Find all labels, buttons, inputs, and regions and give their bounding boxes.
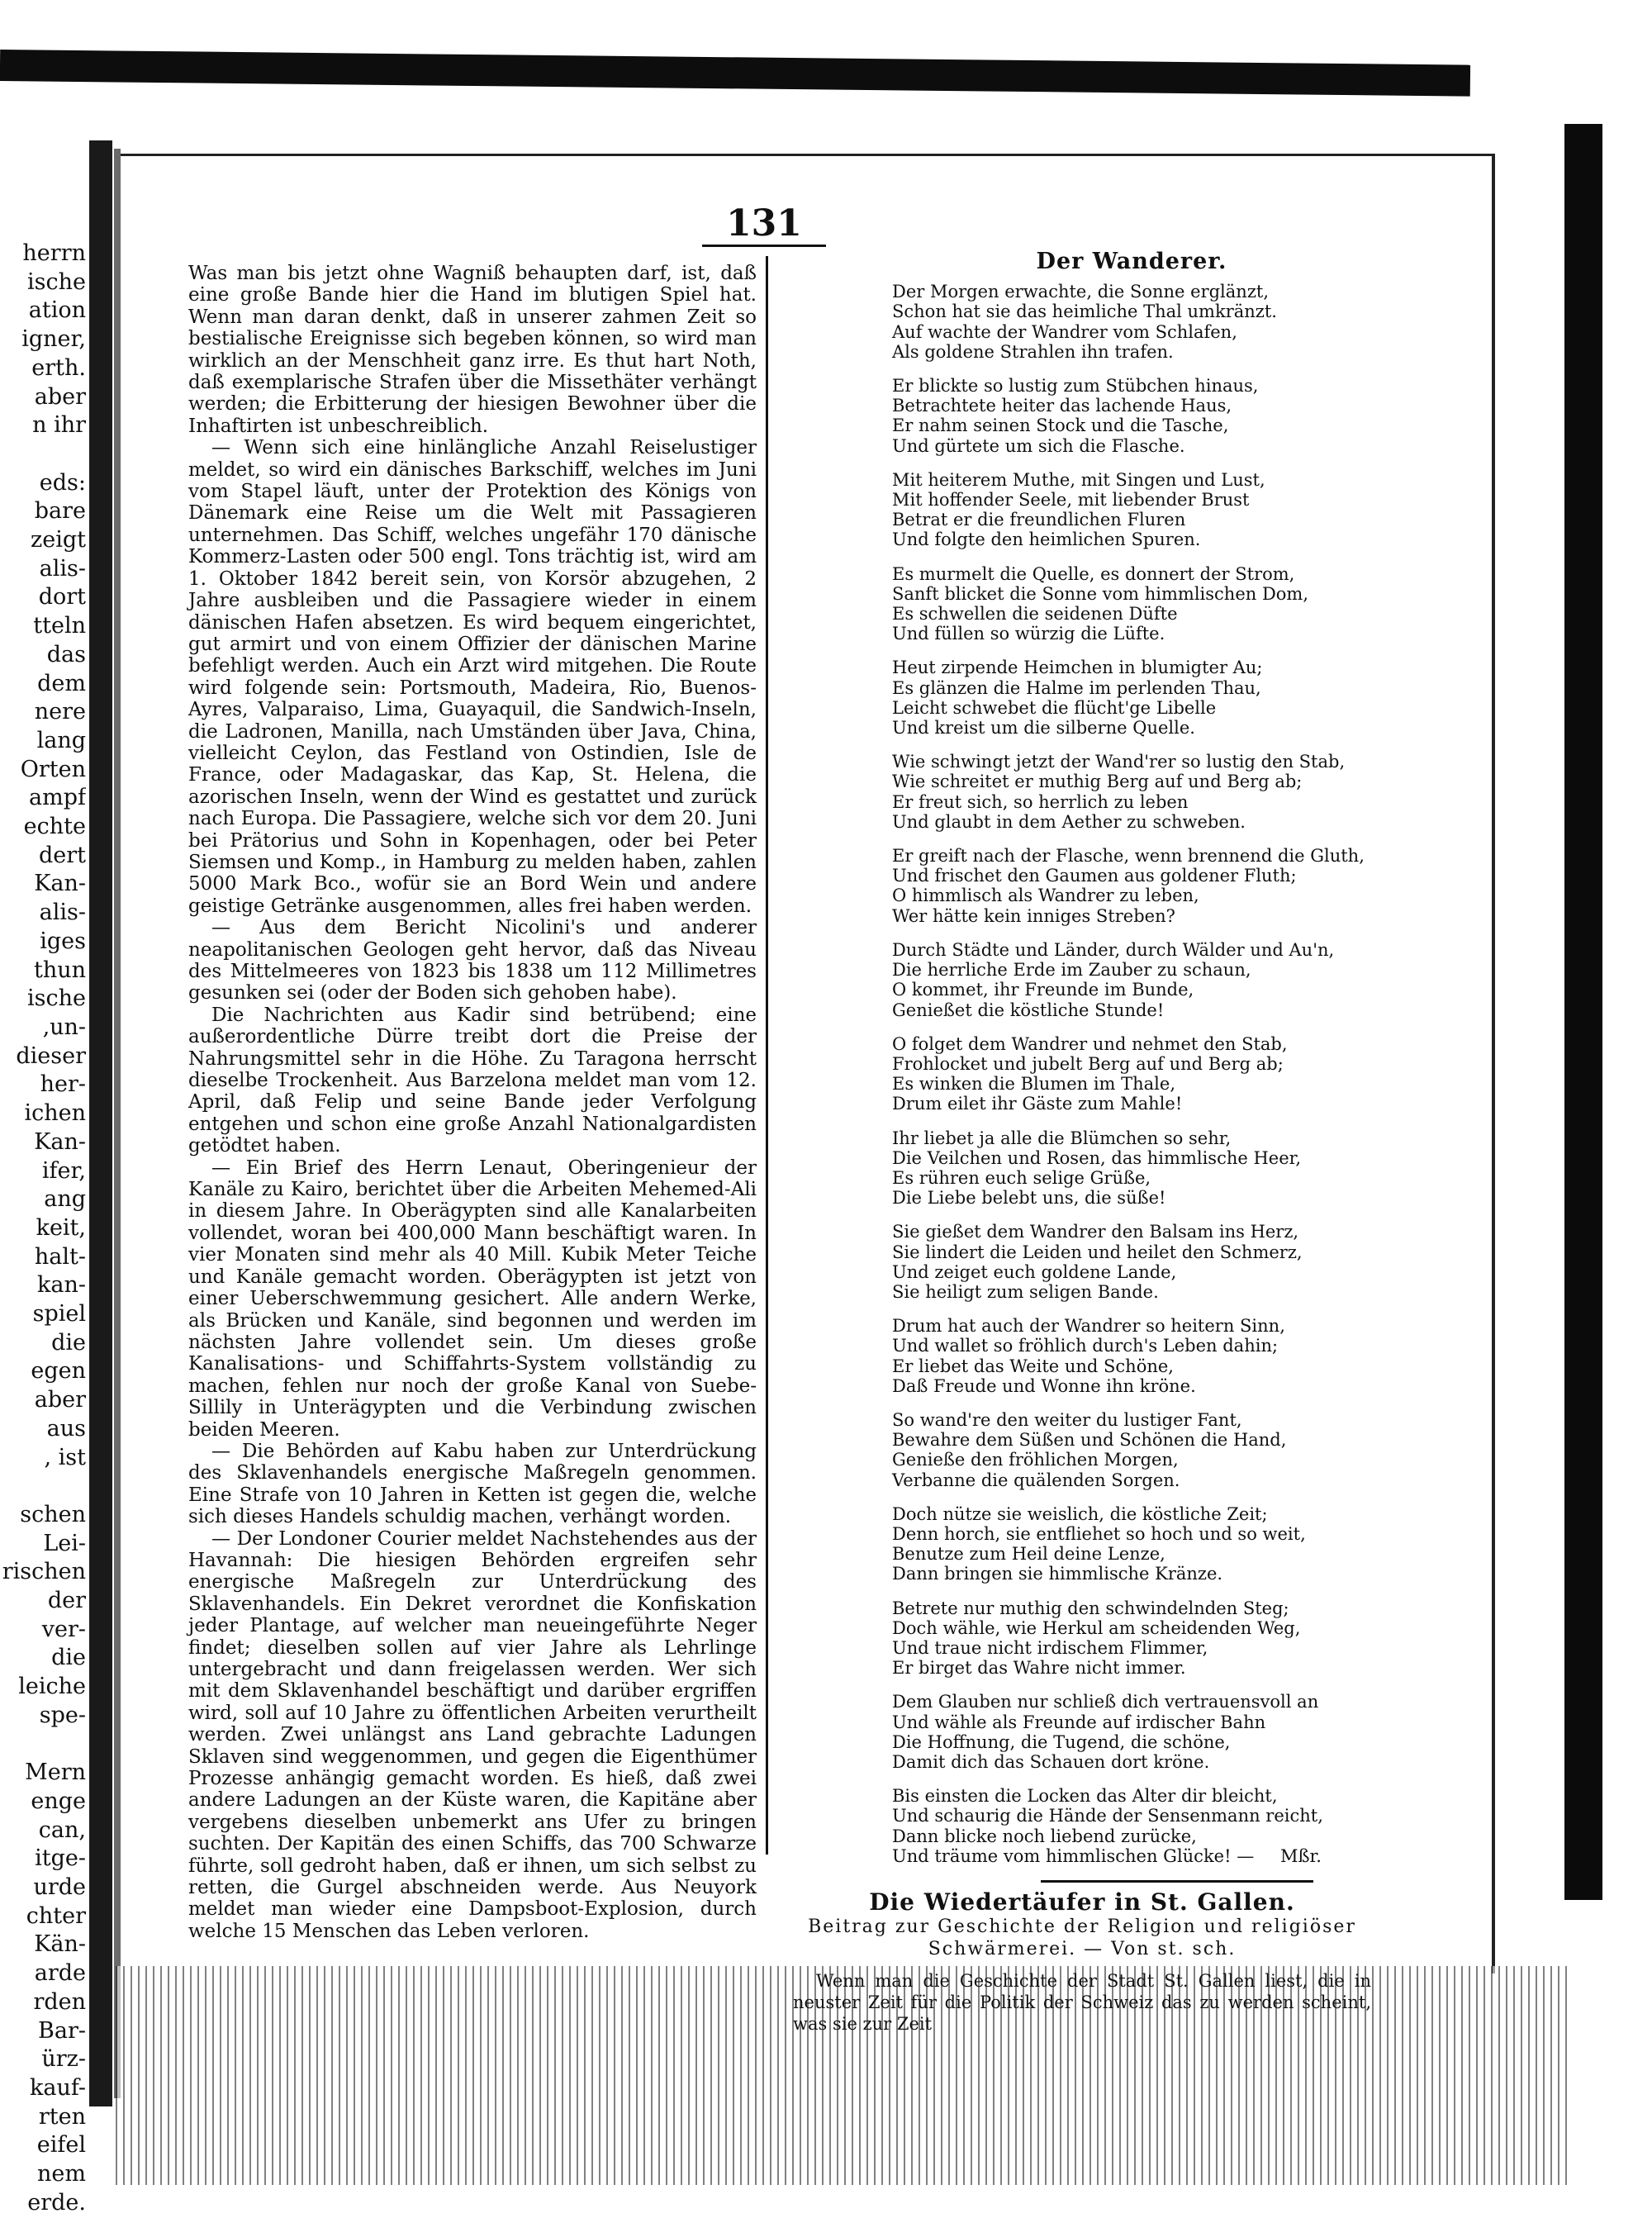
fragment-line: kan-: [37, 1272, 86, 1299]
fragment-line: dem: [37, 670, 86, 696]
section-separator: [1041, 1880, 1313, 1883]
fragment-line: Orten: [20, 756, 86, 782]
poem-line: Wie schreitet er muthig Berg auf und Berg ab;: [892, 772, 1303, 792]
poem-line: Wie schwingt jetzt der Wand'rer so lustig den Stab,: [892, 752, 1346, 772]
right-column: [793, 249, 1371, 2035]
fragment-line: tteln: [33, 613, 86, 639]
poem-line: Leicht schwebet die flücht'ge Libelle: [892, 697, 1217, 718]
page-number-rule: [702, 245, 826, 247]
fragment-line: alis-: [39, 900, 86, 926]
fragment-line: egen: [31, 1358, 86, 1384]
poem-line: Denn horch, sie entfliehet so hoch und so weit,: [892, 1523, 1306, 1544]
poem-line: Er birget das Wahre nicht immer.: [892, 1658, 1186, 1679]
poem-line: Genießet die köstliche Stunde!: [892, 1000, 1165, 1020]
fragment-line: lang: [36, 727, 86, 753]
fragment-line: Bar-: [38, 2017, 86, 2044]
poem-stanza: [892, 1598, 1371, 1679]
news-paragraph: — Wenn sich eine hinlängliche Anzahl Reiselustiger meldet, so wird ein dänisches Barkschiff, welches im Juni vom Stapel läuft, unter der Protektion des Königs von Dänemark eine Reise um die Welt mit Passagieren unternehmen. Das Schiff, welches ungefähr 170 dänische Kommerz-Lasten oder 500 engl. Tons trächtig ist, wird am 1. Oktober 1842 bereit sein, von Korsör abzugehen, 2 Jahre ausbleiben und die Passagiere wieder in einem dänischen Hafen absetzen. Es wird bequem eingerichtet, gut armirt und von einem Offizier der dänischen Marine befehligt werden. Auch ein Arzt wird mitgehen. Die Route wird folgende sein: Portsmouth, Madeira, Rio, Buenos-Ayres, Valparaiso, Lima, Guayaquil, die Sandwich-Inseln, die Ladronen, Manilla, nach Umständen über Java, China, vielleicht Ceylon, das Festland von Ostindien, Isle de France, oder Madagaskar, das Kap, St. Helena, die azorischen Inseln, wenn der Wind es gestattet und zurück nach Europa. Die Passagiere, welche sich vor dem 20. Juni bei Prätorius und Sohn in Kopenhagen, oder bei Peter Siemsen und Komp., in Hamburg zu melden haben, zahlen 5000 Mark Bco., wofür sie an Bord Wein und andere geistige Getränke ausgenommen, alles frei haben werden.: [188, 437, 757, 917]
left-page-fragment: [0, 240, 86, 2218]
page-right-edge-shadow: [1564, 124, 1602, 1900]
fragment-line: can,: [38, 1817, 86, 1843]
fragment-line: arde: [34, 1960, 86, 1987]
poem-line: Benutze zum Heil deine Lenze,: [892, 1544, 1165, 1565]
poem-line: Bis einsten die Locken das Alter dir bleicht,: [892, 1786, 1278, 1807]
fragment-line: , ist: [44, 1444, 86, 1470]
fragment-line: [0, 1731, 86, 1760]
poem-line: Auf wachte der Wandrer vom Schlafen,: [892, 321, 1237, 342]
subtitle-line: Beitrag zur Geschichte der Religion und religiöser: [808, 1916, 1356, 1938]
poem-line: Und folgte den heimlichen Spuren.: [892, 530, 1201, 550]
poem-stanza: [892, 658, 1371, 738]
poem-line: So wand're den weiter du lustiger Fant,: [892, 1409, 1242, 1430]
poem-line: Es schwellen die seidenen Düfte: [892, 604, 1178, 625]
poem-stanza: [892, 1504, 1371, 1584]
fragment-line: ‚un-: [42, 1014, 86, 1040]
fragment-line: herrn: [22, 240, 86, 266]
fragment-line: aber: [34, 383, 86, 410]
fragment-line: chter: [26, 1902, 86, 1929]
fragment-line: schen: [20, 1501, 86, 1527]
poem-line: Und glaubt in dem Aether zu schweben.: [892, 811, 1246, 832]
poem-line: Und wähle als Freunde auf irdischer Bahn: [892, 1712, 1266, 1732]
article-title: Die Wiedertäufer in St. Gallen.: [869, 1888, 1295, 1916]
poem-title: Der Wanderer.: [1036, 249, 1227, 274]
poem-line: Der Morgen erwachte, die Sonne erglänzt,: [892, 282, 1269, 302]
fragment-line: rten: [38, 2103, 86, 2130]
fragment-line: enge: [31, 1788, 86, 1814]
fragment-line: bare: [34, 498, 86, 525]
fragment-line: ver-: [41, 1616, 86, 1642]
poem-line: Er nahm seinen Stock und die Tasche,: [892, 416, 1229, 436]
scan-top-shadow: [0, 0, 1652, 99]
fragment-line: Kan-: [34, 871, 86, 897]
news-paragraph: Die Nachrichten aus Kadir sind betrübend; eine außerordentliche Dürre treibt dort die Preise der Nahrungsmittel sehr in die Höhe. Zu Taragona herrscht dieselbe Trockenheit. Aus Barzelona meldet man vom 12. April, daß Felip und seine Bande jeder Verfolgung entgehen und schon eine große Anzahl Nationalgardisten getödtet haben.: [188, 1004, 757, 1157]
fragment-line: Kän-: [34, 1931, 86, 1958]
poem-line: Betrachtete heiter das lachende Haus,: [892, 396, 1232, 416]
fragment-line: aber: [34, 1387, 86, 1413]
poem-line: Und frischet den Gaumen aus goldener Fluth;: [892, 866, 1297, 886]
fragment-line: aus: [46, 1415, 86, 1441]
poem-line: Schon hat sie das heimliche Thal umkränzt.: [892, 302, 1277, 322]
fragment-line: erde.: [27, 2189, 86, 2216]
poem-line: Und zeiget euch goldene Lande,: [892, 1261, 1177, 1282]
fragment-line: spe-: [39, 1702, 86, 1728]
fragment-line: spiel: [32, 1301, 86, 1327]
poem-line: Daß Freude und Wonne ihn kröne.: [892, 1375, 1196, 1396]
poem-line: Die Liebe belebt uns, die süße!: [892, 1188, 1166, 1209]
poem-stanza: [892, 1692, 1371, 1772]
poem-line: Frohlocket und jubelt Berg auf und Berg ab;: [892, 1053, 1284, 1074]
fragment-line: nere: [34, 699, 86, 725]
fragment-line: kauf-: [29, 2075, 86, 2101]
fragment-line: ürz-: [41, 2046, 86, 2073]
fragment-line: ation: [28, 297, 86, 324]
poem-line: Wer hätte kein inniges Streben?: [892, 905, 1175, 926]
poem-line: Durch Städte und Länder, durch Wälder und Au'n,: [892, 939, 1335, 960]
article-subtitle: [793, 1916, 1371, 1960]
poem-stanza: [892, 564, 1371, 644]
fragment-line: halt-: [34, 1243, 86, 1270]
poem-line: O folget dem Wandrer und nehmet den Stab,: [892, 1033, 1288, 1054]
fragment-line: [0, 440, 86, 469]
news-paragraph: — Aus dem Bericht Nicolini's und anderer neapolitanischen Geologen geht hervor, daß das Niveau des Mittelmeeres von 1823 bis 1838 um 112 Millimetres gesunken sei (oder der Boden sich gehoben habe).: [188, 917, 757, 1005]
fragment-line: itge-: [35, 1845, 86, 1872]
poem-line: Damit dich das Schauen dort kröne.: [892, 1752, 1210, 1772]
poem-line: Mit hoffender Seele, mit liebender Brust: [892, 490, 1250, 511]
poem-line: Es glänzen die Halme im perlenden Thau,: [892, 677, 1261, 698]
news-column: [188, 263, 757, 1942]
poem-stanza: [892, 376, 1371, 456]
fragment-line: echte: [23, 814, 86, 840]
poem-stanza: [892, 1316, 1371, 1396]
poem-line: Er freut sich, so herrlich zu leben: [892, 791, 1189, 812]
poem-line: Doch wähle, wie Herkul am scheidenden Weg,: [892, 1617, 1301, 1638]
poem-line: Doch nütze sie weislich, die köstliche Zeit;: [892, 1503, 1268, 1524]
poem-stanza: [892, 1222, 1371, 1302]
poem-line: Verbanne die quälenden Sorgen.: [892, 1470, 1180, 1490]
fragment-line: eifel: [36, 2132, 86, 2159]
poem-line: O himmlisch als Wandrer zu leben,: [892, 886, 1199, 906]
poem-stanza: [892, 940, 1371, 1020]
poem-line: Sie heiligt zum seligen Bande.: [892, 1281, 1159, 1302]
poem-line: Als goldene Strahlen ihn trafen.: [892, 341, 1174, 362]
poem-line: Er liebet das Weite und Schöne,: [892, 1356, 1174, 1376]
book-spine-edge: [114, 149, 121, 2098]
fragment-line: n ihr: [32, 412, 86, 439]
poem-line: Die herrliche Erde im Zauber zu schaun,: [892, 960, 1251, 981]
poem-line: Mit heiterem Muthe, mit Singen und Lust,: [892, 469, 1265, 490]
fragment-line: keit,: [36, 1214, 86, 1241]
poem-line: Sie lindert die Leiden und heilet den Schmerz,: [892, 1242, 1303, 1262]
poem-line: Ihr liebet ja alle die Blümchen so sehr,: [892, 1128, 1232, 1148]
fragment-line: ifer,: [41, 1157, 86, 1184]
fragment-line: ang: [44, 1186, 86, 1213]
page-number: 131: [726, 202, 802, 245]
news-paragraph: — Die Behörden auf Kabu haben zur Unterdrückung des Sklavenhandels energische Maßregeln genommen. Eine Strafe von 10 Jahren in Ketten ist gegen die, welche sich dieses Handels schuldig machen, verhängt worden.: [188, 1440, 757, 1528]
poem-stanza: [892, 1034, 1371, 1114]
poem-line: Und füllen so würzig die Lüfte.: [892, 624, 1165, 644]
fragment-line: rischen: [2, 1559, 86, 1585]
fragment-line: iges: [40, 928, 86, 954]
poem-line: Es rühren euch selige Grüße,: [892, 1167, 1151, 1188]
poem-line: Drum hat auch der Wandrer so heitern Sinn,: [892, 1316, 1285, 1337]
fragment-line: zeigt: [31, 527, 86, 553]
fragment-line: erth.: [31, 354, 86, 381]
fragment-line: dort: [38, 584, 86, 610]
fragment-line: Kan-: [34, 1128, 86, 1155]
book-spine: [89, 140, 112, 2106]
subtitle-line: Schwärmerei. — Von st. sch.: [928, 1939, 1237, 1960]
poem-stanza: [892, 1128, 1371, 1209]
fragment-line: leiche: [18, 1674, 86, 1700]
poem-stanza: [892, 470, 1371, 550]
poem-line: Bewahre dem Süßen und Schönen die Hand,: [892, 1430, 1287, 1451]
poem-line: Betrete nur muthig den schwindelnden Steg;: [892, 1598, 1289, 1618]
poem-line: Dann blicke noch liebend zurücke,: [892, 1826, 1197, 1846]
news-paragraph: — Ein Brief des Herrn Lenaut, Oberingenieur der Kanäle zu Kairo, berichtet über die Arbeiten Mehemed-Ali in diesem Jahre. In Oberägypten sind alle Kanalarbeiten vollendet, woran bei 400,000 Mann beschäftigt waren. In vier Monaten sind mehr als 40 Mill. Kubik Meter Teiche und Kanäle gemacht worden. Oberägypten ist jetzt von einer Ueberschwemmung gesichert. Alle andern Werke, als Brücken und Kanäle, sind begonnen und werden im nächsten Jahre vollendet sein. Um dieses große Kanalisations- und Schiffahrts-System vollständig zu machen, fehlen nur noch der große Kanal von Suebe-Sillily in Unterägypten und die Verbindung zwischen beiden Meeren.: [188, 1156, 757, 1441]
fragment-line: dert: [38, 842, 86, 868]
poem-line: Genieße den fröhlichen Morgen,: [892, 1450, 1179, 1470]
poem-line: Heut zirpende Heimchen in blumigter Au;: [892, 658, 1263, 678]
fragment-line: her-: [40, 1071, 86, 1098]
poem-line: Und schaurig die Hände der Sensenmann reicht,: [892, 1806, 1323, 1826]
fragment-line: ampf: [29, 785, 86, 811]
fragment-line: ische: [27, 268, 86, 295]
poem-line: Sanft blicket die Sonne vom himmlischen Dom,: [892, 583, 1309, 604]
poem-line: O kommet, ihr Freunde im Bunde,: [892, 980, 1194, 1000]
news-paragraph: Was man bis jetzt ohne Wagniß behaupten darf, ist, daß eine große Bande hier die Hand im blutigen Spiel hat. Wenn man daran denkt, daß in unserer zahmen Zeit so bestialische Ereignisse sich begeben können, so wird man wirklich an der Menschheit ganz irre. Es thut hart Noth, daß exemplarische Strafen über die Missethäter verhängt werden; die Erbitterung der hiesigen Bewohner über die Inhaftirten ist unbeschreiblich.: [188, 263, 757, 437]
poem-stanza: [892, 282, 1371, 362]
column-divider: [766, 256, 768, 1855]
news-paragraph: — Der Londoner Courier meldet Nachstehendes aus der Havannah: Die hiesigen Behörden ergreifen sehr energische Maßregeln zur Unterdrückung des Sklavenhandels. Ein Dekret verordnet die Konfiskation jeder Plantage, auf welcher man neueingeführte Neger findet; dieselben sollen auf vier Jahre als Lehrlinge untergebracht und dann freigelassen werden. Wer sich mit dem Sklavenhandel beschäftigt und darüber ergriffen wird, soll auf 10 Jahre zu öffentlichen Arbeiten verurtheilt werden. Zwei unlängst ans Land gebrachte Ladungen Sklaven sind weggenommen, und gegen die Eigenthümer Prozesse anhängig gemacht worden. Es hieß, daß zwei andere Ladungen an der Küste waren, die Kapitäne aber vergebens dieselben unbemerkt ans Ufer zu bringen suchten. Der Kapitän des einen Schiffs, das 700 Schwarze führte, soll gedroht haben, daß er ihnen, um sich selbst zu retten, die Gurgel abschneiden werde. Aus Neuyork meldet man wieder eine Dampsboot-Explosion, durch welche 15 Menschen das Leben verloren.: [188, 1527, 757, 1942]
poem-stanza: [892, 846, 1371, 926]
poem-line: Und wallet so fröhlich durch's Leben dahin;: [892, 1336, 1279, 1356]
poem-line: Drum eilet ihr Gäste zum Mahle!: [892, 1094, 1183, 1114]
poem-line: Und kreist um die silberne Quelle.: [892, 718, 1195, 739]
fragment-line: [0, 1472, 86, 1501]
fragment-line: die: [51, 1329, 86, 1356]
fragment-line: igner,: [21, 326, 86, 353]
poem-line: Die Hoffnung, die Tugend, die schöne,: [892, 1731, 1231, 1752]
poem-line: Dem Glauben nur schließ dich vertrauensvoll an: [892, 1692, 1319, 1712]
poem-line: Es winken die Blumen im Thale,: [892, 1074, 1176, 1095]
poem-line: Die Veilchen und Rosen, das himmlische Heer,: [892, 1147, 1302, 1168]
poem-line: Er blickte so lustig zum Stübchen hinaus,: [892, 376, 1259, 397]
fragment-line: das: [46, 641, 86, 667]
poem-line: Und traue nicht irdischem Flimmer,: [892, 1637, 1208, 1658]
poem-line: Betrat er die freundlichen Fluren: [892, 510, 1186, 530]
poem-line: [892, 1846, 1371, 1866]
poem-signature: Mßr.: [1280, 1845, 1322, 1866]
fragment-line: der: [47, 1588, 86, 1614]
fragment-line: die: [51, 1645, 86, 1671]
fragment-line: thun: [33, 957, 86, 983]
fragment-line: eds:: [39, 469, 86, 496]
fragment-line: nem: [37, 2161, 86, 2187]
fragment-line: Lei-: [43, 1530, 86, 1556]
poem-line: Er greift nach der Flasche, wenn brennend die Gluth,: [892, 846, 1365, 867]
poem-body: [793, 282, 1371, 1866]
fragment-line: rden: [33, 1988, 86, 2015]
fragment-line: urde: [33, 1874, 86, 1901]
poem-line: Dann bringen sie himmlische Kränze.: [892, 1564, 1223, 1584]
fragment-line: Mern: [25, 1760, 86, 1786]
fragment-line: ische: [27, 986, 86, 1012]
poem-line: Sie gießet dem Wandrer den Balsam ins Herz,: [892, 1222, 1299, 1242]
article-body: Wenn man die Geschichte der Stadt St. Gallen liest, die in neuster Zeit für die Politik der Schweiz das zu werden scheint, was sie zur Zeit: [793, 1971, 1371, 2035]
poem-line-text: Und träume vom himmlischen Glücke! —: [892, 1845, 1255, 1866]
fragment-line: alis-: [39, 555, 86, 582]
poem-stanza: [892, 752, 1371, 832]
poem-stanza: [892, 1410, 1371, 1490]
fragment-line: ichen: [24, 1100, 86, 1127]
fragment-line: dieser: [16, 1043, 86, 1069]
poem-line: Und gürtete um sich die Flasche.: [892, 435, 1185, 456]
poem-line: Es murmelt die Quelle, es donnert der Strom,: [892, 563, 1295, 584]
poem-stanza: [892, 1786, 1371, 1866]
